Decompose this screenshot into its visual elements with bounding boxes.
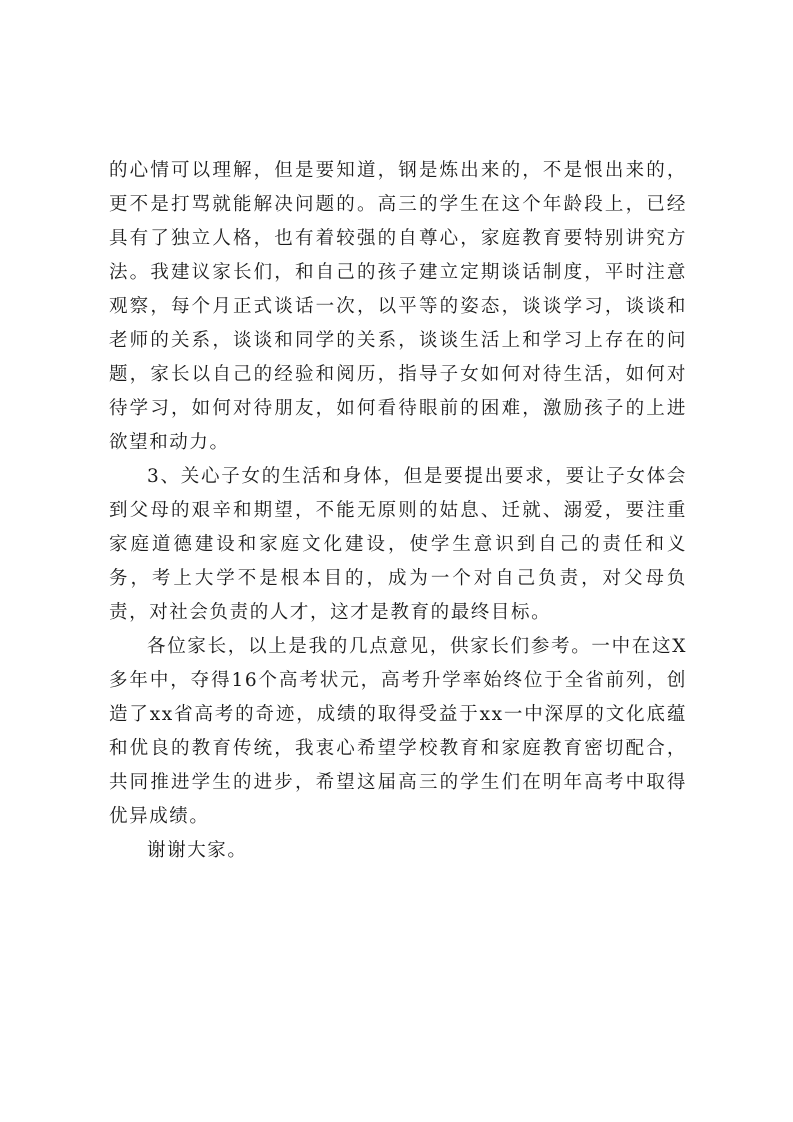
paragraph-thanks: 谢谢大家。 [147, 840, 248, 861]
paragraph-continued: 的心情可以理解，但是要知道，钢是炼出来的，不是恨出来的，更不是打骂就能解决问题的。高三的学生在这个年龄段上，已经具有了独立人格，也有着较强的自尊心，家庭教育要特别讲究方法。我建议家长们，和自己的孩子建立定期谈话制度，平时注意观察，每个月正式谈话一次，以平等的姿态，谈谈学习，谈谈和老师的关系，谈谈和同学的关系，谈谈生活上和学习上存在的问题，家长以自己的经验和阅历，指导子女如何对待生活，如何对待学习，如何对待朋友，如何看待眼前的困难，激励孩子的上进欲望和动力。 [109, 160, 687, 453]
paragraph-closing-remarks: 各位家长，以上是我的几点意见，供家长们参考。一中在这X多年中，夺得16个高考状元，高考升学率始终位于全省前列，创造了xx省高考的奇迹，成绩的取得受益于xx一中深厚的文化底蕴和优良的教育传统，我衷心希望学校教育和家庭教育密切配合，共同推进学生的进步，希望这届高三的学生们在明年高考中取得优异成绩。 [109, 636, 687, 827]
paragraph-point-3: 3、关心子女的生活和身体，但是要提出要求，要让子女体会到父母的艰辛和期望，不能无原则的姑息、迁就、溺爱，要注重家庭道德建设和家庭文化建设，使学生意识到自己的责任和义务，考上大学不是根本目的，成为一个对自己负责，对父母负责，对社会负责的人才，这才是教育的最终目标。 [109, 466, 687, 623]
document-body [109, 154, 687, 868]
